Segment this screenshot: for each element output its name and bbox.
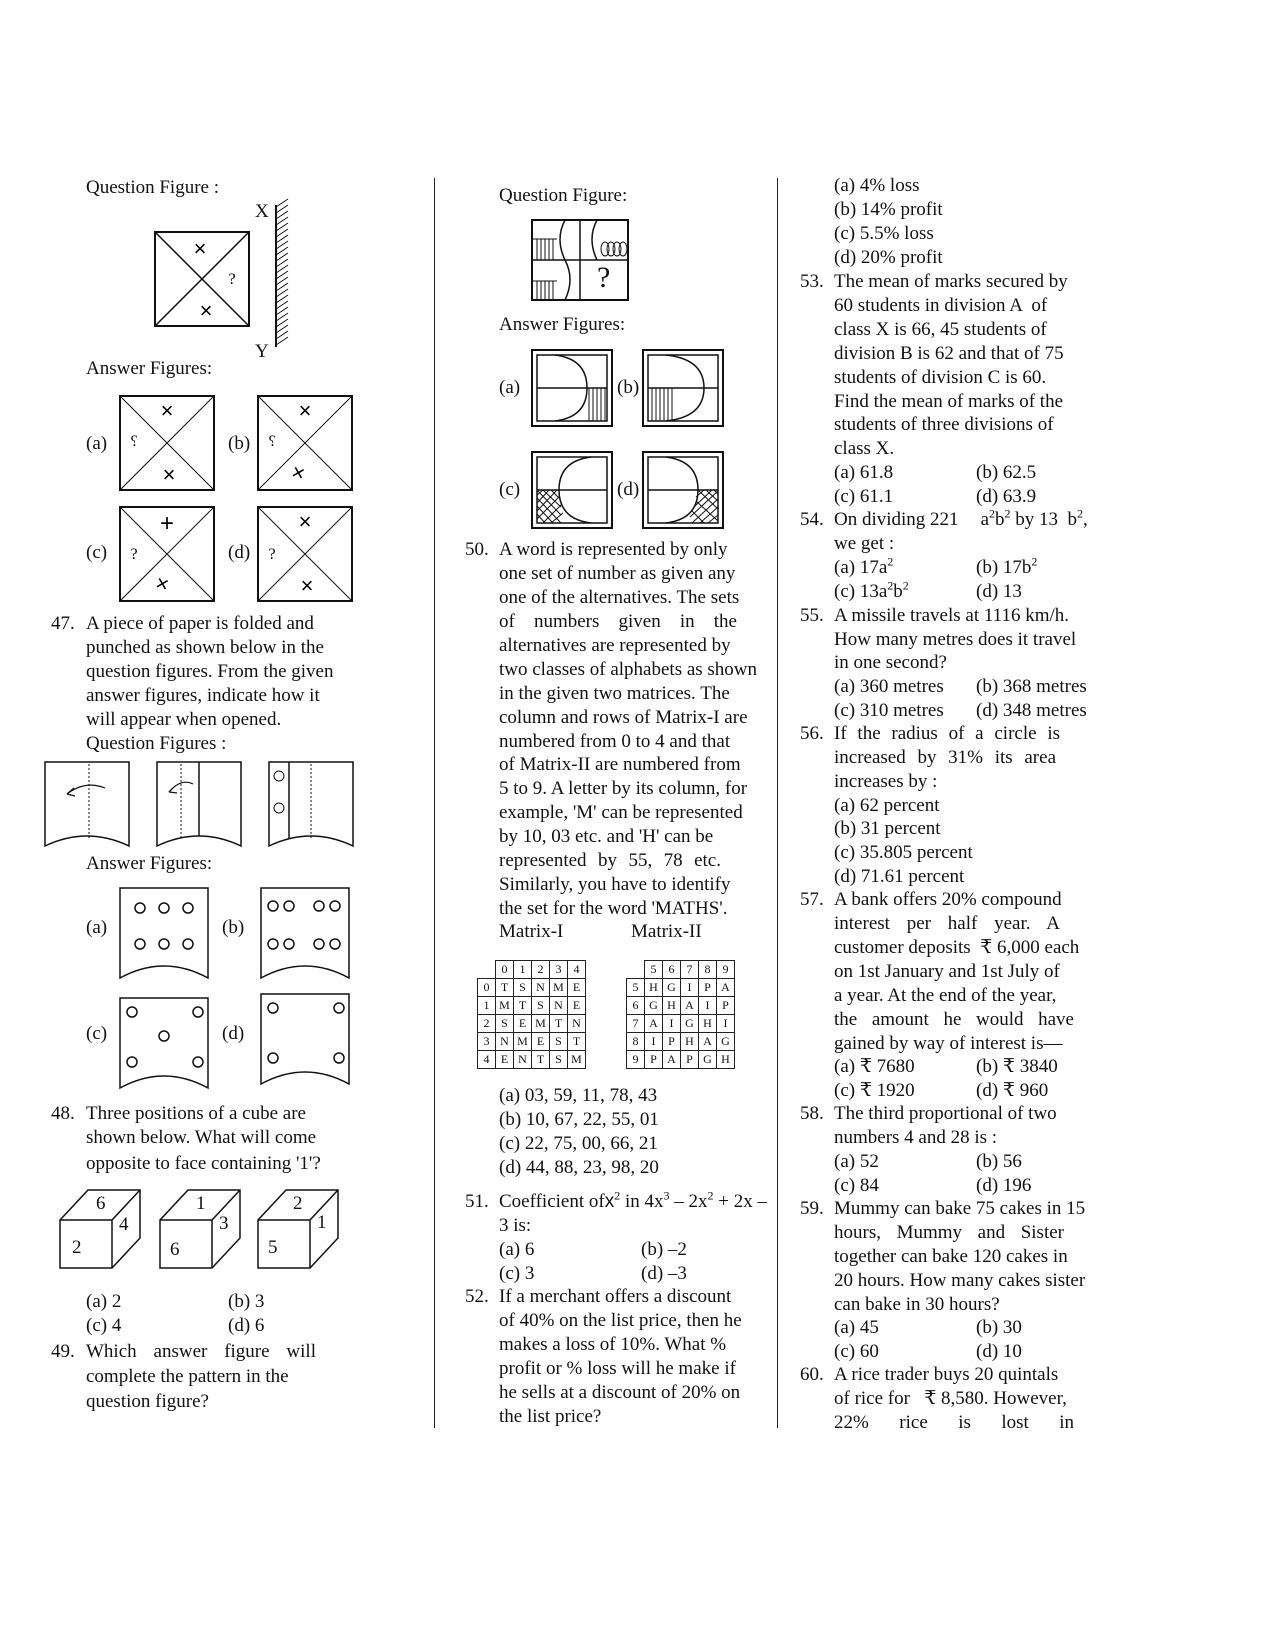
q50-line: 5 to 9. A letter by its column, for	[499, 778, 748, 799]
matrix-corner	[478, 961, 496, 979]
q51-number: 51.	[465, 1191, 489, 1212]
q54-line-2: we get :	[834, 533, 895, 554]
svg-text:×: ×	[199, 298, 213, 323]
q56-line: increased by 31% its area	[834, 747, 1056, 768]
q47-option-c-label: (c)	[86, 1023, 108, 1044]
matrix-1-cell: S	[550, 1051, 568, 1069]
q49-number: 49.	[51, 1341, 75, 1362]
q49-answer-figure-a[interactable]	[531, 349, 616, 429]
q55-line: A missile travels at 1116 km/h.	[834, 605, 1070, 626]
matrix-2-row-header: 6	[627, 997, 645, 1015]
q57-line: the amount he would have	[834, 1009, 1074, 1030]
matrix-2-col-header: 7	[681, 961, 699, 979]
matrix-2-cell: I	[663, 1015, 681, 1033]
q47-answer-figure-b[interactable]	[259, 886, 354, 981]
q47-line: A piece of paper is folded and	[86, 613, 314, 634]
matrix-1-cell: M	[496, 997, 514, 1015]
matrix-1-cell: T	[514, 997, 532, 1015]
matrix-1-cell: M	[532, 1015, 550, 1033]
matrix-1	[477, 960, 586, 1069]
q51-option-c[interactable]: (c) 3	[499, 1263, 535, 1284]
q57-line: customer deposits ₹ 6,000 each	[834, 937, 1080, 958]
q53-option-d[interactable]: (d) 63.9	[976, 486, 1037, 507]
q50-line: one of the alternatives. The sets	[499, 587, 740, 608]
matrix-1-cell: S	[532, 997, 550, 1015]
q50-line: two classes of alphabets as shown	[499, 659, 758, 680]
q47-option-a-label: (a)	[86, 917, 108, 938]
q47-question-figure-1	[43, 760, 133, 855]
column-divider-1	[434, 178, 435, 1428]
matrix-2-cell: A	[699, 1033, 717, 1051]
q46-answer-figure-a[interactable]	[118, 394, 218, 494]
q48-option-d[interactable]: (d) 6	[228, 1315, 265, 1336]
matrix-1-cell: E	[568, 979, 586, 997]
q54-exp: 2	[1004, 506, 1011, 521]
q54-option-a-text: (a) 17a	[834, 557, 888, 578]
q52-line: makes a loss of 10%. What %	[499, 1334, 727, 1355]
q52-number: 52.	[465, 1286, 489, 1307]
q54-text: by 13	[1015, 509, 1058, 530]
q50-line: in the given two matrices. The	[499, 683, 730, 704]
matrix-1-cell: M	[568, 1051, 586, 1069]
q54-text: ,	[1083, 509, 1088, 530]
matrix-2-col-header: 8	[699, 961, 717, 979]
matrix-2-cell: A	[663, 1051, 681, 1069]
q54-exp: 2	[1031, 554, 1038, 569]
q48-line: shown below. What will come	[86, 1127, 317, 1148]
q48-number: 48.	[51, 1103, 75, 1124]
q59-line: together can bake 120 cakes in	[834, 1246, 1068, 1267]
svg-text:?: ?	[130, 546, 138, 563]
q50-line: the set for the word 'MATHS'.	[499, 898, 728, 919]
matrix-2-cell: P	[663, 1033, 681, 1051]
matrix-2-label: Matrix-II	[631, 921, 702, 942]
matrix-2	[626, 960, 735, 1069]
q50-line: of numbers given in the	[499, 611, 737, 632]
matrix-2-cell: G	[663, 979, 681, 997]
matrix-1-cell: N	[550, 997, 568, 1015]
matrix-1-cell: T	[550, 1015, 568, 1033]
q54-text: b	[995, 509, 1005, 530]
cube-3-top-face: 2	[293, 1193, 303, 1214]
q56-option-a[interactable]: (a) 62 percent	[834, 795, 940, 816]
q54-exp: 2	[887, 578, 894, 593]
q54-option-c-text: b	[893, 581, 903, 602]
q57-line: on 1st January and 1st July of	[834, 961, 1060, 982]
q49-question-figure-label: Question Figure:	[499, 185, 628, 206]
q49-answer-figures-label: Answer Figures:	[499, 314, 626, 335]
matrix-1-col-header: 3	[550, 961, 568, 979]
svg-text:+: +	[159, 510, 175, 537]
matrix-1-col-header: 2	[532, 961, 550, 979]
cube-1-front-face: 2	[72, 1237, 82, 1258]
matrix-2-row-header: 9	[627, 1051, 645, 1069]
q52-line: he sells at a discount of 20% on	[499, 1382, 741, 1403]
q54-text: b	[1067, 509, 1077, 530]
matrix-1-cell: E	[514, 1015, 532, 1033]
q49-line: complete the pattern in the	[86, 1366, 289, 1387]
q51-text: + 2x –	[713, 1191, 767, 1212]
q57-line: interest per half year. A	[834, 913, 1060, 934]
q51-exp: 3	[663, 1188, 670, 1203]
q53-option-a[interactable]: (a) 61.8	[834, 462, 894, 483]
q58-option-a[interactable]: (a) 52	[834, 1151, 879, 1172]
svg-text:×: ×	[193, 236, 207, 261]
q47-answer-figure-d[interactable]	[259, 992, 354, 1087]
matrix-2-row-header: 8	[627, 1033, 645, 1051]
q57-line: a year. At the end of the year,	[834, 985, 1057, 1006]
q50-line: Similarly, you have to identify	[499, 874, 731, 895]
matrix-2-cell: A	[681, 997, 699, 1015]
q59-option-d[interactable]: (d) 10	[976, 1341, 1022, 1362]
q46-option-a-label: (a)	[86, 433, 108, 454]
q47-answer-figure-a[interactable]	[118, 886, 213, 981]
q53-line: class X.	[834, 438, 895, 459]
q56-option-c[interactable]: (c) 35.805 percent	[834, 842, 973, 863]
cube-1-right-face: 4	[119, 1214, 129, 1235]
q50-option-d[interactable]: (d) 44, 88, 23, 98, 20	[499, 1157, 659, 1178]
svg-text:?: ?	[268, 546, 276, 563]
q47-answer-figures-label: Answer Figures:	[86, 853, 213, 874]
q53-line: Find the mean of marks of the	[834, 391, 1064, 412]
q60-number: 60.	[800, 1364, 824, 1385]
matrix-1-cell: S	[550, 1033, 568, 1051]
q53-line: division B is 62 and that of 75	[834, 343, 1064, 364]
matrix-2-row-header: 7	[627, 1015, 645, 1033]
matrix-1-col-header: 0	[496, 961, 514, 979]
q50-line: A word is represented by only	[499, 539, 728, 560]
svg-text:?: ?	[228, 271, 236, 288]
q53-line: The mean of marks secured by	[834, 271, 1068, 292]
q55-option-a[interactable]: (a) 360 metres	[834, 676, 944, 697]
q55-number: 55.	[800, 605, 824, 626]
q46-option-b-label: (b)	[228, 433, 251, 454]
matrix-2-cell: I	[717, 1015, 735, 1033]
q57-option-d[interactable]: (d) ₹ 960	[976, 1080, 1049, 1101]
q59-number: 59.	[800, 1198, 824, 1219]
matrix-2-col-header: 5	[645, 961, 663, 979]
q50-line: of Matrix-II are numbered from	[499, 754, 741, 775]
q54-exp: 2	[902, 578, 909, 593]
q51-text: in 4x	[620, 1191, 664, 1212]
q55-line: How many metres does it travel	[834, 629, 1077, 650]
q52-option-b[interactable]: (b) 14% profit	[834, 199, 943, 220]
mirror-icon	[272, 205, 302, 355]
q50-line: one set of number as given any	[499, 563, 736, 584]
q58-line: numbers 4 and 28 is :	[834, 1127, 998, 1148]
q58-option-c[interactable]: (c) 84	[834, 1175, 879, 1196]
matrix-2-cell: G	[681, 1015, 699, 1033]
svg-text:×: ×	[162, 462, 176, 487]
q54-option-d[interactable]: (d) 13	[976, 581, 1022, 602]
svg-text:×: ×	[300, 573, 314, 598]
matrix-2-cell: H	[699, 1015, 717, 1033]
matrix-2-cell: A	[717, 979, 735, 997]
q50-option-c[interactable]: (c) 22, 75, 00, 66, 21	[499, 1133, 658, 1154]
q57-line: A bank offers 20% compound	[834, 889, 1062, 910]
q59-line: can bake in 30 hours?	[834, 1294, 1000, 1315]
matrix-1-row-header: 3	[478, 1033, 496, 1051]
q48-line: Three positions of a cube are	[86, 1103, 306, 1124]
q53-line: class X is 66, 45 students of	[834, 319, 1047, 340]
matrix-1-col-header: 1	[514, 961, 532, 979]
q49-option-c-label: (c)	[499, 479, 521, 500]
q53-line: students of division C is 60.	[834, 367, 1047, 388]
q51-option-d[interactable]: (d) –3	[641, 1263, 687, 1284]
matrix-1-cell: N	[568, 1015, 586, 1033]
matrix-1-cell: E	[568, 997, 586, 1015]
matrix-1-cell: M	[514, 1033, 532, 1051]
matrix-1-cell: N	[496, 1033, 514, 1051]
q56-line: increases by :	[834, 771, 938, 792]
q52-option-c[interactable]: (c) 5.5% loss	[834, 223, 934, 244]
q60-line: 22% rice is lost in	[834, 1412, 1074, 1433]
q47-option-d-label: (d)	[222, 1023, 245, 1044]
matrix-1-cell: T	[532, 1051, 550, 1069]
svg-text:×: ×	[288, 458, 308, 487]
matrix-2-cell: P	[699, 979, 717, 997]
q46-option-d-label: (d)	[228, 542, 251, 563]
matrix-2-cell: G	[699, 1051, 717, 1069]
q50-line: represented by 55, 78 etc.	[499, 850, 721, 871]
q51-line	[499, 1190, 767, 1214]
q47-line: question figures. From the given	[86, 661, 334, 682]
q51-text: Coefficient of	[499, 1191, 605, 1212]
q47-line: answer figures, indicate how it	[86, 685, 320, 706]
q60-line: of rice for ₹ 8,580. However,	[834, 1388, 1067, 1409]
matrix-1-row-header: 1	[478, 997, 496, 1015]
cube-3-front-face: 5	[268, 1237, 278, 1258]
matrix-1-cell: E	[532, 1033, 550, 1051]
q52-option-d[interactable]: (d) 20% profit	[834, 247, 943, 268]
q58-number: 58.	[800, 1103, 824, 1124]
q48-option-a[interactable]: (a) 2	[86, 1291, 122, 1312]
matrix-1-cell: T	[496, 979, 514, 997]
q50-line: numbered from 0 to 4 and that	[499, 731, 731, 752]
matrix-2-col-header: 6	[663, 961, 681, 979]
q48-line: opposite to face containing '1'?	[86, 1153, 321, 1174]
matrix-2-cell: H	[681, 1033, 699, 1051]
q53-number: 53.	[800, 271, 824, 292]
matrix-2-cell: G	[645, 997, 663, 1015]
q47-line: will appear when opened.	[86, 709, 282, 730]
q49-option-d-label: (d)	[617, 479, 640, 500]
q55-option-b[interactable]: (b) 368 metres	[976, 676, 1087, 697]
q56-number: 56.	[800, 723, 824, 744]
svg-text:?: ?	[268, 433, 276, 450]
cube-1-top-face: 6	[96, 1193, 106, 1214]
q46-answer-figure-d[interactable]	[256, 505, 356, 605]
q54-text: On dividing 221	[834, 509, 959, 530]
q50-number: 50.	[465, 539, 489, 560]
q57-option-a[interactable]: (a) ₹ 7680	[834, 1056, 915, 1077]
matrix-2-cell: P	[645, 1051, 663, 1069]
q46-answer-figure-c[interactable]	[118, 505, 218, 605]
q59-line: Mummy can bake 75 cakes in 15	[834, 1198, 1086, 1219]
svg-text:×: ×	[298, 509, 312, 534]
svg-text:?: ?	[130, 433, 138, 450]
matrix-2-cell: H	[645, 979, 663, 997]
matrix-1-cell: S	[514, 979, 532, 997]
q49-answer-figure-b[interactable]	[642, 349, 727, 429]
q49-answer-figure-d[interactable]	[642, 451, 727, 531]
matrix-2-cell: I	[681, 979, 699, 997]
matrix-1-cell: S	[496, 1015, 514, 1033]
q58-option-b[interactable]: (b) 56	[976, 1151, 1022, 1172]
q47-question-figures-label: Question Figures :	[86, 733, 227, 754]
q47-question-figure-2	[155, 760, 245, 855]
q50-line: by 10, 03 etc. and 'H' can be	[499, 826, 714, 847]
matrix-2-cell: H	[663, 997, 681, 1015]
q49-option-b-label: (b)	[617, 377, 640, 398]
q59-option-b[interactable]: (b) 30	[976, 1317, 1022, 1338]
matrix-1-row-header: 0	[478, 979, 496, 997]
q54-option-c-text: (c) 13a	[834, 581, 888, 602]
q51-var: x	[604, 1191, 615, 1212]
matrix-2-col-header: 9	[717, 961, 735, 979]
q55-line: in one second?	[834, 652, 947, 673]
q54-option-b[interactable]	[976, 556, 1037, 580]
q52-line: If a merchant offers a discount	[499, 1286, 732, 1307]
q59-line: 20 hours. How many cakes sister	[834, 1270, 1086, 1291]
mirror-label-y: Y	[255, 341, 269, 362]
q54-option-b-text: (b) 17b	[976, 557, 1032, 578]
q54-exp: 2	[887, 554, 894, 569]
q51-option-a[interactable]: (a) 6	[499, 1239, 535, 1260]
q51-text: – 2x	[669, 1191, 708, 1212]
q46-answer-figure-b[interactable]	[256, 394, 356, 494]
q54-text: a	[980, 509, 989, 530]
column-divider-2	[777, 178, 778, 1428]
q47-line: punched as shown below in the	[86, 637, 324, 658]
matrix-1-cell: N	[514, 1051, 532, 1069]
q52-option-a[interactable]: (a) 4% loss	[834, 175, 920, 196]
svg-text:×: ×	[152, 569, 172, 598]
q47-number: 47.	[51, 613, 75, 634]
q46-question-figure-label: Question Figure :	[86, 177, 219, 198]
matrix-1-cell: T	[568, 1033, 586, 1051]
q49-line: question figure?	[86, 1391, 209, 1412]
q58-option-d[interactable]: (d) 196	[976, 1175, 1032, 1196]
q54-exp: 2	[989, 506, 995, 521]
q46-option-c-label: (c)	[86, 542, 108, 563]
q54-option-a[interactable]	[834, 556, 893, 580]
matrix-1-cell: N	[532, 979, 550, 997]
q49-question-mark: ?	[597, 261, 611, 294]
q49-answer-figure-c[interactable]	[531, 451, 616, 531]
matrix-1-col-header: 4	[568, 961, 586, 979]
q53-line: 60 students in division A of	[834, 295, 1048, 316]
q54-number: 54.	[800, 509, 824, 530]
matrix-1-cell: E	[496, 1051, 514, 1069]
cube-2-top-face: 1	[196, 1193, 206, 1214]
q51-exp: 2	[707, 1188, 714, 1203]
q50-line: column and rows of Matrix-I are	[499, 707, 748, 728]
q50-option-b[interactable]: (b) 10, 67, 22, 55, 01	[499, 1109, 659, 1130]
q49-question-figure	[531, 219, 631, 304]
q49-line: Which answer figure will	[86, 1341, 316, 1362]
matrix-2-cell: I	[645, 1033, 663, 1051]
q60-line: A rice trader buys 20 quintals	[834, 1364, 1059, 1385]
matrix-2-cell: P	[681, 1051, 699, 1069]
matrix-1-cell: M	[550, 979, 568, 997]
matrix-2-row-header: 5	[627, 979, 645, 997]
q53-option-b[interactable]: (b) 62.5	[976, 462, 1037, 483]
q51-option-b[interactable]: (b) –2	[641, 1239, 687, 1260]
matrix-2-cell: I	[699, 997, 717, 1015]
svg-text:×: ×	[298, 398, 312, 423]
matrix-2-cell: G	[717, 1033, 735, 1051]
q56-option-b[interactable]: (b) 31 percent	[834, 818, 941, 839]
q52-line: the list price?	[499, 1406, 602, 1427]
q50-line: example, 'M' can be represented	[499, 802, 743, 823]
q57-option-c[interactable]: (c) ₹ 1920	[834, 1080, 915, 1101]
q58-line: The third proportional of two	[834, 1103, 1057, 1124]
matrix-2-cell: P	[717, 997, 735, 1015]
q59-line: hours, Mummy and Sister	[834, 1222, 1064, 1243]
matrix-2-cell: A	[645, 1015, 663, 1033]
q55-option-d[interactable]: (d) 348 metres	[976, 700, 1087, 721]
q47-question-figure-3	[267, 760, 357, 855]
matrix-corner	[627, 961, 645, 979]
q48-option-c[interactable]: (c) 4	[86, 1315, 122, 1336]
matrix-2-cell: H	[717, 1051, 735, 1069]
q52-line: profit or % loss will he make if	[499, 1358, 736, 1379]
q59-option-c[interactable]: (c) 60	[834, 1341, 879, 1362]
cube-2-right-face: 3	[219, 1213, 229, 1234]
q50-option-a[interactable]: (a) 03, 59, 11, 78, 43	[499, 1085, 658, 1106]
q57-line: gained by way of interest is—	[834, 1033, 1063, 1054]
q48-option-b[interactable]: (b) 3	[228, 1291, 265, 1312]
q53-line: students of three divisions of	[834, 414, 1054, 435]
q55-option-c[interactable]: (c) 310 metres	[834, 700, 944, 721]
q49-option-a-label: (a)	[499, 377, 521, 398]
matrix-1-label: Matrix-I	[499, 921, 564, 942]
cube-2-front-face: 6	[170, 1239, 180, 1260]
q56-line: If the radius of a circle is	[834, 723, 1060, 744]
matrix-1-row-header: 4	[478, 1051, 496, 1069]
cube-3-right-face: 1	[317, 1212, 327, 1233]
svg-text:×: ×	[160, 398, 174, 423]
q56-option-d[interactable]: (d) 71.61 percent	[834, 866, 965, 887]
mirror-label-x: X	[255, 201, 269, 222]
q46-answer-figures-label: Answer Figures:	[86, 358, 213, 379]
q52-line: of 40% on the list price, then he	[499, 1310, 742, 1331]
q51-line-2: 3 is:	[499, 1215, 532, 1236]
q47-option-b-label: (b)	[222, 917, 245, 938]
q54-exp: 2	[1077, 506, 1083, 521]
q54-option-c[interactable]	[834, 580, 909, 604]
q47-answer-figure-c[interactable]	[118, 996, 213, 1091]
q54-line	[834, 508, 1088, 532]
q53-option-c[interactable]: (c) 61.1	[834, 486, 894, 507]
q50-line: alternatives are represented by	[499, 635, 731, 656]
q57-number: 57.	[800, 889, 824, 910]
q51-exp: 2	[614, 1188, 621, 1203]
matrix-1-row-header: 2	[478, 1015, 496, 1033]
q57-option-b[interactable]: (b) ₹ 3840	[976, 1056, 1058, 1077]
q59-option-a[interactable]: (a) 45	[834, 1317, 879, 1338]
